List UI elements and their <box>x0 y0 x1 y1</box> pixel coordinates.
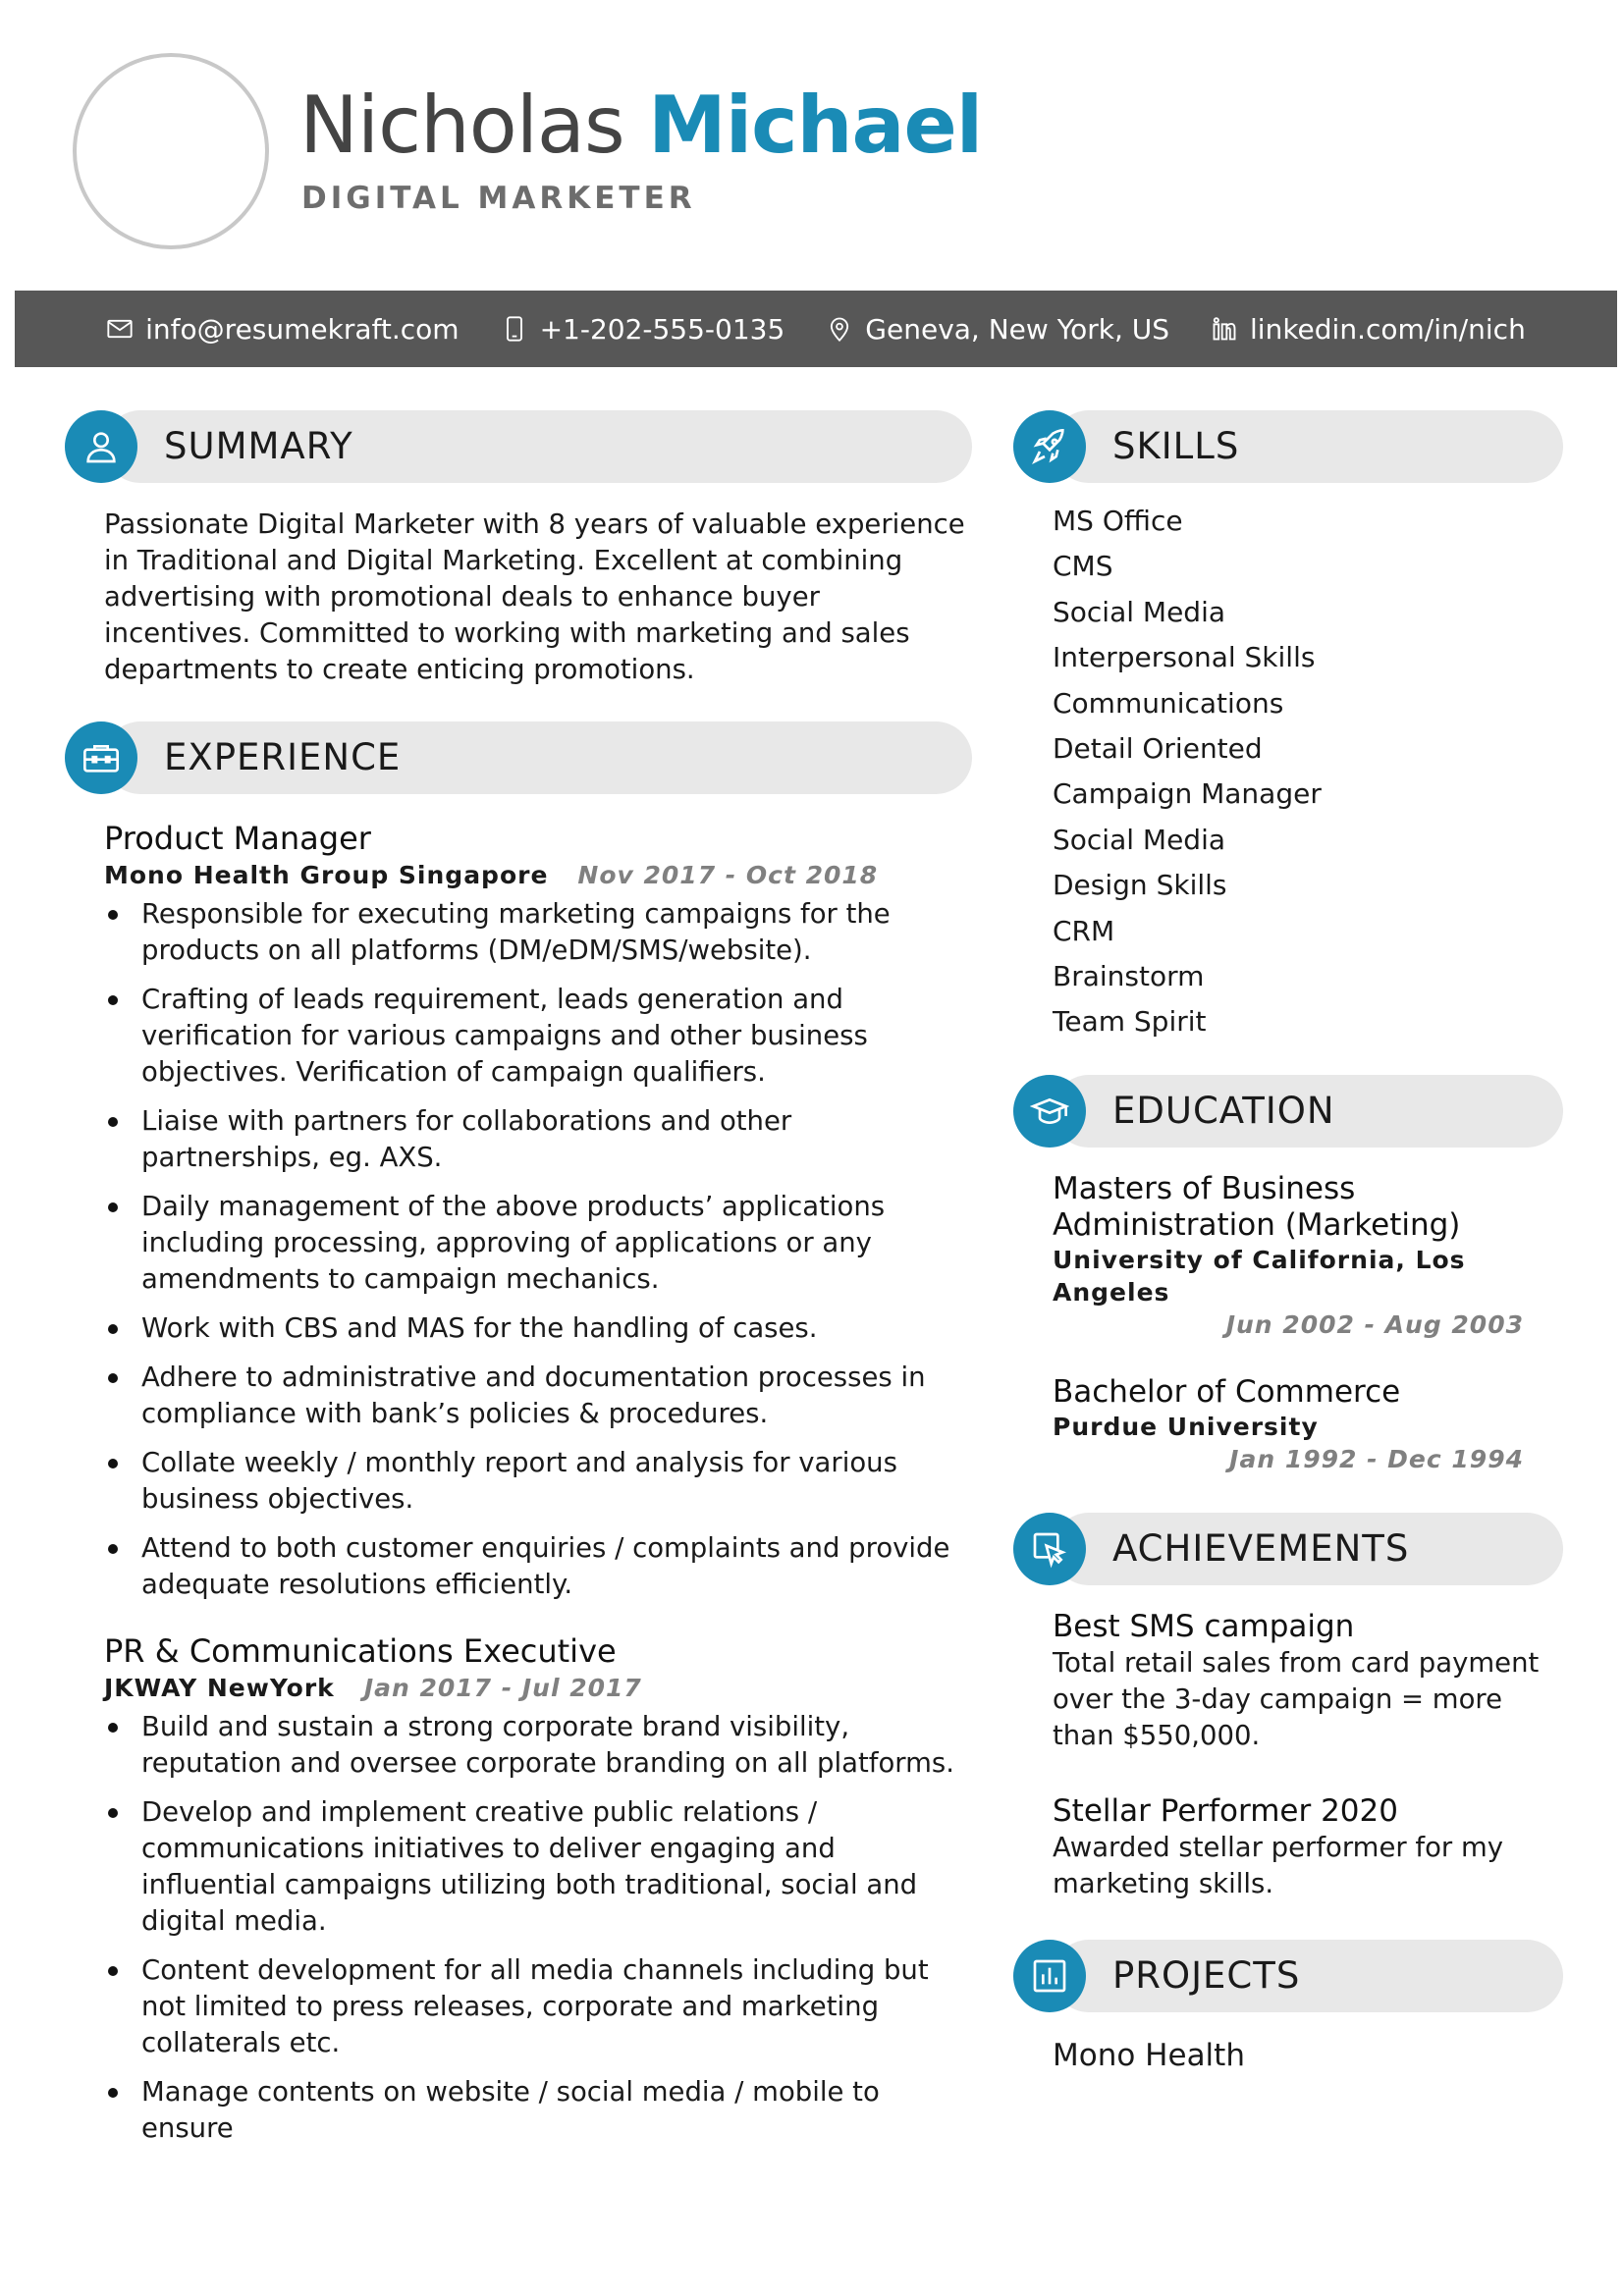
job-bullets <box>104 1709 972 2147</box>
section-title: EXPERIENCE <box>164 736 402 778</box>
profile-photo-placeholder <box>73 53 269 249</box>
skills-header <box>1013 410 1563 483</box>
achievement-entry <box>1013 1793 1563 1902</box>
phone-icon <box>501 315 528 343</box>
achievement-title: Best SMS campaign <box>1053 1608 1355 1644</box>
list-item: Detail Oriented <box>1053 732 1263 766</box>
section-icon-circle <box>1013 1513 1086 1585</box>
job-bullets <box>104 896 972 1603</box>
first-name: Nicholas <box>299 80 624 171</box>
achievement-desc: Total retail sales from card payment over the 3-day campaign = more than $550,000. <box>1053 1646 1540 1751</box>
list-item: MS Office <box>1053 505 1183 537</box>
job-meta <box>104 859 972 892</box>
left-column <box>65 410 972 2160</box>
job-title: Product Manager <box>104 820 371 857</box>
contact-email[interactable] <box>106 313 459 346</box>
envelope-icon <box>106 315 134 343</box>
location-text: Geneva, New York, US <box>865 312 1170 346</box>
contact-linkedin[interactable] <box>1211 313 1526 346</box>
list-item: Develop and implement creative public relations / communications initiatives to deliver engaging and influential campaigns utilizing both traditional, social and digital media. <box>104 1794 972 1940</box>
list-item: Build and sustain a strong corporate brand visibility, reputation and oversee corporate branding on all platforms. <box>104 1709 972 1782</box>
summary-text: Passionate Digital Marketer with 8 years of valuable experience in Traditional and Digital Marketing. Excellent at combining advertising with promotional deals to enhance buyer incentives. Committed to working with marketing and sales departments to create enticing promotions. <box>104 508 965 685</box>
bar-chart-icon <box>1030 1956 1069 1996</box>
list-item: Collate weekly / monthly report and analysis for various business objectives. <box>104 1445 972 1518</box>
job-entry <box>65 1630 972 2147</box>
achievement-title: Stellar Performer 2020 <box>1053 1792 1398 1829</box>
list-item: Communications <box>1053 686 1284 720</box>
job-title: PR & Communications Executive <box>104 1632 617 1670</box>
section-title: SUMMARY <box>164 425 353 467</box>
edu-school: Purdue University <box>1053 1412 1319 1441</box>
projects-header <box>1013 1940 1563 2012</box>
list-item: Social Media <box>1053 595 1226 628</box>
list-item: Liaise with partners for collaborations and other partnerships, eg. AXS. <box>104 1103 972 1176</box>
cursor-click-icon <box>1030 1529 1069 1569</box>
contact-phone[interactable] <box>501 313 785 346</box>
section-title: EDUCATION <box>1112 1089 1335 1132</box>
contact-bar <box>15 291 1617 367</box>
section-icon-circle <box>1013 1940 1086 2012</box>
job-dates: Jan 2017 - Jul 2017 <box>363 1674 642 1702</box>
job-company: JKWAY NewYork <box>104 1674 335 1702</box>
summary-header <box>65 410 972 483</box>
edu-school: University of California, Los Angeles <box>1053 1245 1466 1307</box>
list-item: Campaign Manager <box>1053 777 1322 811</box>
section-icon-circle <box>65 721 137 794</box>
edu-degree: Masters of Business Administration (Marketing) <box>1053 1170 1461 1243</box>
achievement-entry <box>1013 1609 1563 1754</box>
candidate-name <box>299 79 982 173</box>
email-text: info@resumekraft.com <box>145 312 460 346</box>
list-item: Content development for all media channels including but not limited to press releases, corporate and marketing collaterals etc. <box>104 1952 972 2061</box>
graduation-cap-icon <box>1030 1092 1069 1131</box>
briefcase-icon <box>81 738 121 777</box>
achievement-desc: Awarded stellar performer for my marketing skills. <box>1053 1831 1504 1899</box>
linkedin-icon <box>1211 315 1238 343</box>
job-company: Mono Health Group Singapore <box>104 861 549 889</box>
job-entry <box>65 818 972 1603</box>
right-column <box>1013 410 1563 2075</box>
edu-dates: Jun 2002 - Aug 2003 <box>1225 1309 1524 1339</box>
list-item: Crafting of leads requirement, leads generation and verification for various campaigns and other business objectives. Verification of campaign qualifiers. <box>104 982 972 1091</box>
last-name: Michael <box>648 80 983 171</box>
list-item: Work with CBS and MAS for the handling of cases. <box>104 1310 972 1347</box>
edu-dates: Jan 1992 - Dec 1994 <box>1229 1444 1524 1473</box>
edu-degree: Bachelor of Commerce <box>1053 1373 1401 1410</box>
section-title: SKILLS <box>1112 425 1240 467</box>
list-item: Brainstorm <box>1053 960 1205 993</box>
list-item: CMS <box>1053 550 1113 583</box>
education-header <box>1013 1075 1563 1148</box>
list-item: Social Media <box>1053 823 1226 856</box>
user-icon <box>81 427 121 466</box>
section-title: ACHIEVEMENTS <box>1112 1526 1410 1570</box>
education-entry <box>1013 1171 1563 1341</box>
project-entry: Mono Health <box>1053 2037 1245 2073</box>
job-role: DIGITAL MARKETER <box>301 181 696 216</box>
experience-header <box>65 721 972 794</box>
list-item: Team Spirit <box>1053 1005 1207 1039</box>
list-item: Design Skills <box>1053 869 1227 902</box>
rocket-icon <box>1030 427 1069 466</box>
list-item: Daily management of the above products’ applications including processing, approving of applications or any amendments to campaign mechanics. <box>104 1189 972 1298</box>
list-item: Manage contents on website / social media / mobile to ensure <box>104 2074 972 2147</box>
section-icon-circle <box>1013 410 1086 483</box>
section-icon-circle <box>65 410 137 483</box>
contact-location <box>826 313 1169 346</box>
section-title: PROJECTS <box>1112 1953 1301 1997</box>
skill-list <box>1013 499 1563 1045</box>
linkedin-text: linkedin.com/in/nich <box>1250 312 1526 346</box>
list-item: Interpersonal Skills <box>1053 641 1316 674</box>
phone-text: +1-202-555-0135 <box>539 312 785 346</box>
list-item: Adhere to administrative and documentation processes in compliance with bank’s policies & procedures. <box>104 1360 972 1432</box>
location-pin-icon <box>826 315 853 343</box>
achievements-header <box>1013 1513 1563 1585</box>
education-entry <box>1013 1374 1563 1475</box>
list-item: Responsible for executing marketing campaigns for the products on all platforms (DM/eDM/SMS/website). <box>104 896 972 969</box>
job-dates: Nov 2017 - Oct 2018 <box>577 861 879 889</box>
list-item: Attend to both customer enquiries / complaints and provide adequate resolutions efficiently. <box>104 1530 972 1603</box>
section-icon-circle <box>1013 1075 1086 1148</box>
list-item: CRM <box>1053 914 1115 947</box>
job-meta <box>104 1672 972 1705</box>
